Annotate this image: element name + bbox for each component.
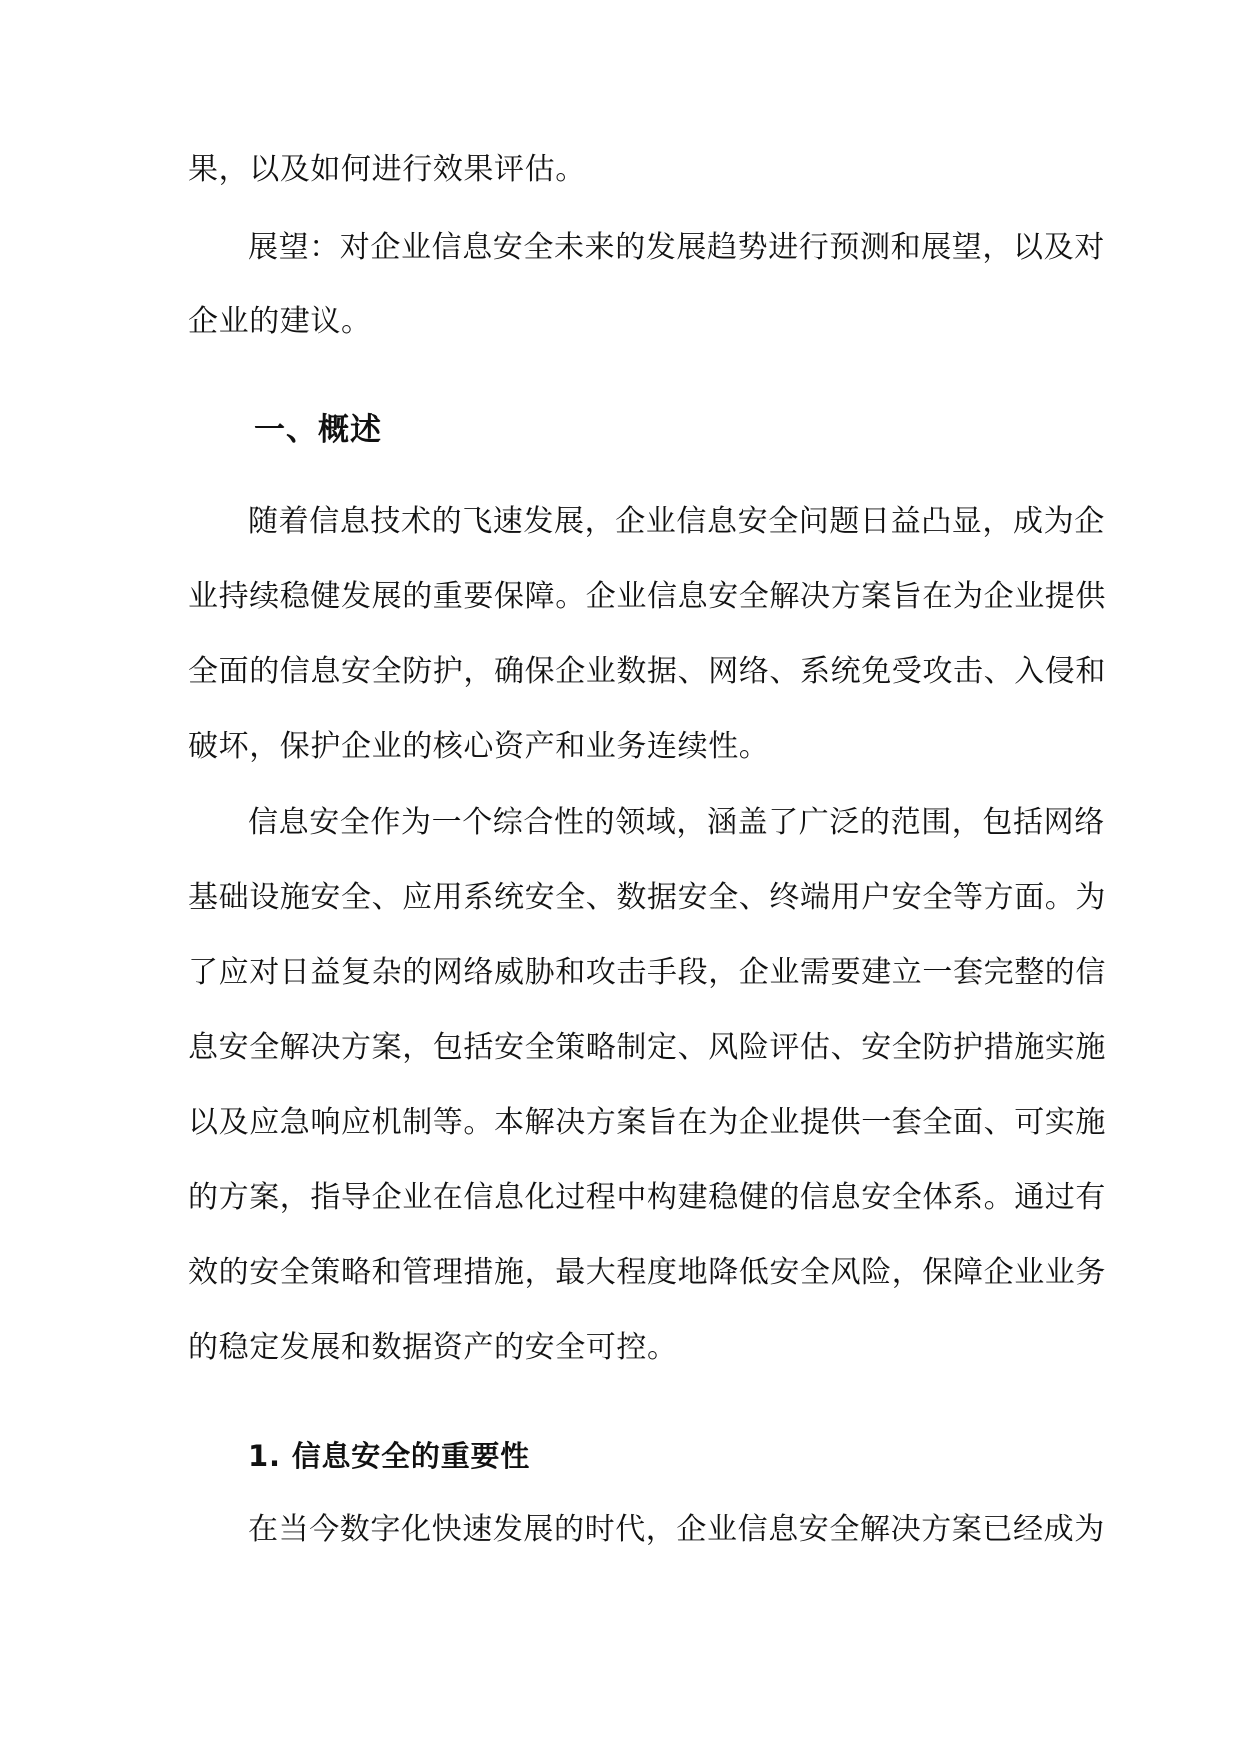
paragraph-line: 破坏，保护企业的核心资产和业务连续性。 [188, 729, 770, 764]
subsection-title: 1. 信息安全的重要性 [248, 1439, 531, 1473]
paragraph-line: 的方案，指导企业在信息化过程中构建稳健的信息安全体系。通过有 [188, 1180, 1106, 1215]
paragraph-line: 效的安全策略和管理措施，最大程度地降低安全风险，保障企业业务 [188, 1255, 1106, 1290]
paragraph-line: 的稳定发展和数据资产的安全可控。 [188, 1330, 678, 1365]
paragraph-line: 全面的信息安全防护，确保企业数据、网络、系统免受攻击、入侵和 [188, 654, 1106, 689]
outlook-text-line: 企业的建议。 [188, 304, 372, 339]
paragraph-line: 基础设施安全、应用系统安全、数据安全、终端用户安全等方面。为 [188, 880, 1106, 915]
intro-text-line: 果，以及如何进行效果评估。 [188, 152, 586, 187]
paragraph-line: 在当今数字化快速发展的时代，企业信息安全解决方案已经成为 [248, 1512, 1105, 1547]
section-title: 一、概述 [254, 412, 382, 448]
paragraph-line: 业持续稳健发展的重要保障。企业信息安全解决方案旨在为企业提供 [188, 579, 1106, 614]
paragraph-line: 信息安全作为一个综合性的领域，涵盖了广泛的范围，包括网络 [248, 805, 1105, 840]
paragraph-line: 随着信息技术的飞速发展，企业信息安全问题日益凸显，成为企 [248, 504, 1105, 539]
paragraph-line: 息安全解决方案，包括安全策略制定、风险评估、安全防护措施实施 [188, 1030, 1106, 1065]
outlook-text-line: 展望：对企业信息安全未来的发展趋势进行预测和展望，以及对 [248, 230, 1105, 265]
paragraph-line: 了应对日益复杂的网络威胁和攻击手段，企业需要建立一套完整的信 [188, 955, 1106, 990]
paragraph-line: 以及应急响应机制等。本解决方案旨在为企业提供一套全面、可实施 [188, 1105, 1106, 1140]
